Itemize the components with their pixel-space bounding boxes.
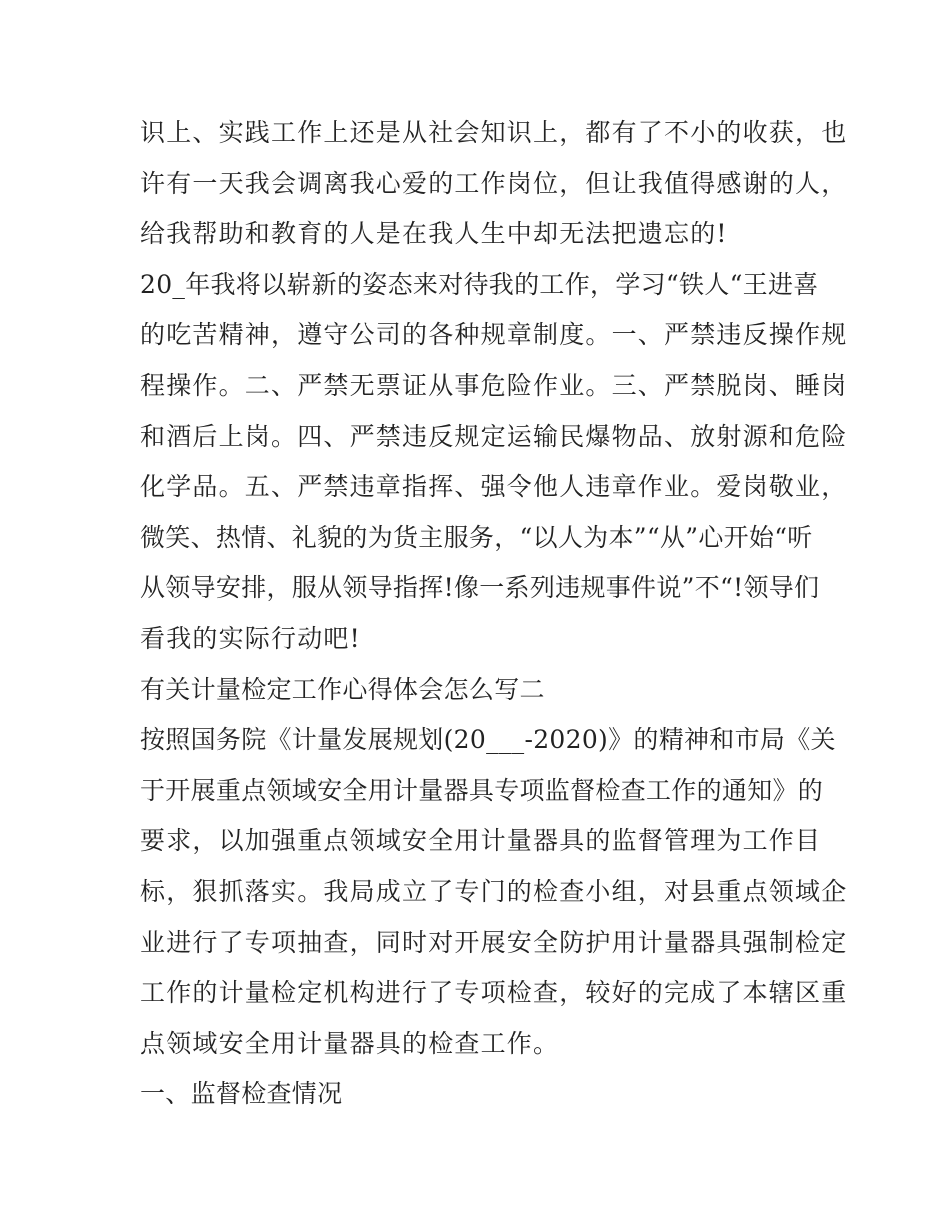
paragraph-line: 点领域安全用计量器具的检查工作。 — [140, 1028, 560, 1058]
paragraph-line: 业进行了专项抽查，同时对开展安全防护用计量器具强制检定 — [140, 927, 848, 957]
paragraph-line: 给我帮助和教育的人是在我人生中却无法把遗忘的! — [140, 219, 728, 249]
paragraph-line: 工作的计量检定机构进行了专项检查，较好的完成了本辖区重 — [140, 978, 848, 1008]
paragraph-line: 化学品。五、严禁违章指挥、强令他人违章作业。爱岗敬业， — [140, 472, 848, 502]
paragraph-line: 和酒后上岗。四、严禁违反规定运输民爆物品、放射源和危险 — [140, 421, 848, 451]
paragraph-line: 于开展重点领域安全用计量器具专项监督检查工作的通知》的 — [140, 775, 824, 805]
paragraph-line: 的吃苦精神，遵守公司的各种规章制度。一、严禁违反操作规 — [140, 320, 848, 350]
paragraph-line: 20_年我将以崭新的姿态来对待我的工作，学习“铁人“王进喜 — [140, 269, 819, 299]
document-body — [140, 108, 848, 1120]
paragraph-line: 从领导安排，服从领导指挥!像一系列违规事件说”不“!领导们 — [140, 573, 820, 603]
subsection-heading: 一、监督检查情况 — [140, 1079, 343, 1109]
paragraph-line: 程操作。二、严禁无票证从事危险作业。三、严禁脱岗、睡岗 — [140, 370, 848, 400]
paragraph-line: 标，狠抓落实。我局成立了专门的检查小组，对县重点领域企 — [140, 876, 848, 906]
paragraph-line: 许有一天我会调离我心爱的工作岗位，但让我值得感谢的人， — [140, 168, 848, 198]
paragraph-line: 按照国务院《计量发展规划(20___-2020)》的精神和市局《关 — [140, 725, 836, 755]
paragraph-line: 看我的实际行动吧! — [140, 623, 361, 653]
paragraph-line: 微笑、热情、礼貌的为货主服务，“以人为本”“从”心开始“听 — [140, 522, 813, 552]
paragraph-line: 识上、实践工作上还是从社会知识上，都有了不小的收获，也 — [140, 118, 848, 147]
paragraph-line: 要求，以加强重点领域安全用计量器具的监督管理为工作目 — [140, 826, 822, 856]
section-heading: 有关计量检定工作心得体会怎么写二 — [140, 674, 545, 704]
